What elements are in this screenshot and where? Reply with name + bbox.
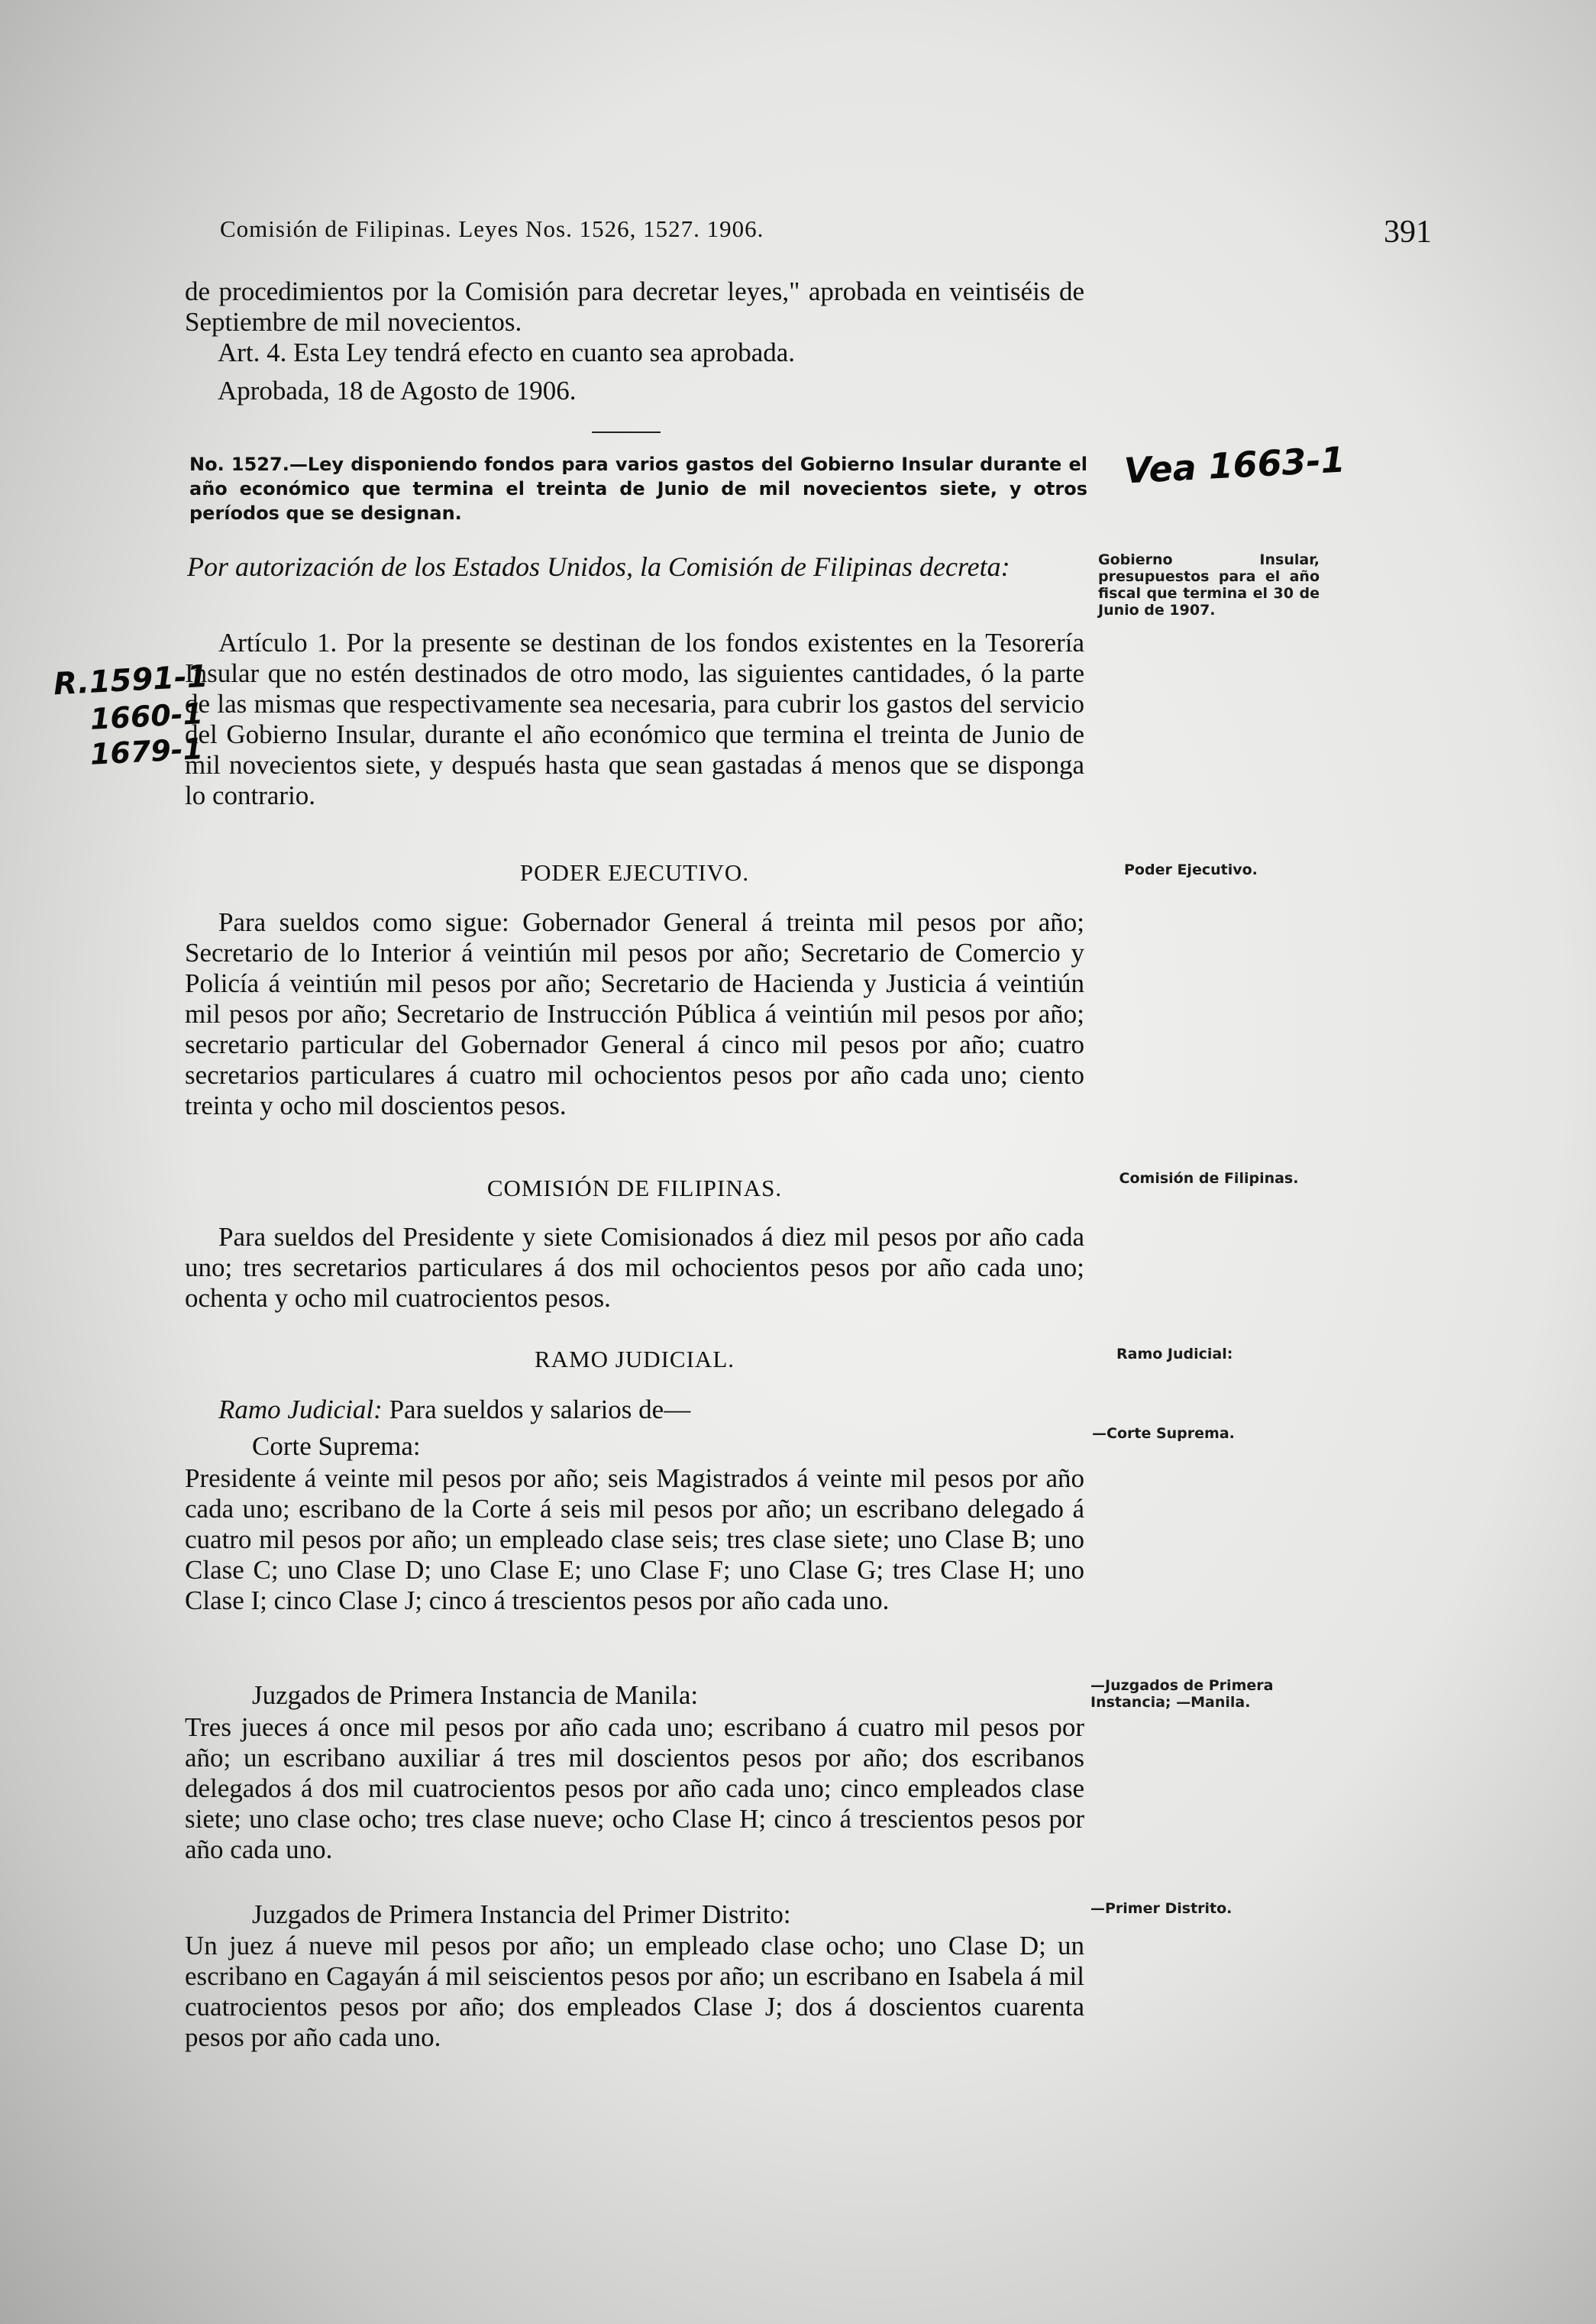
judicial-intro-rest: Para sueldos y salarios de—	[382, 1395, 691, 1424]
handwritten-note-left-3: 1679-1	[89, 732, 205, 771]
section-divider	[592, 432, 661, 433]
act-number: No. 1527.	[189, 454, 289, 475]
page-number: 391	[1384, 215, 1432, 250]
previous-law-continuation: de procedimientos por la Comisión para decretar leyes," aprobada en veintiséis de Septiembre de mil novecientos.	[185, 276, 1084, 337]
supreme-court-text: Presidente á veinte mil pesos por año; seis Magistrados á veinte mil pesos por año cada uno; escribano de la Corte á seis mil pesos por año; un escribano delegado á cuatro mil pesos por año; un empleado clase seis; tres clase siete; uno Clase B; uno Clase C; uno Clase D; uno Clase E; uno Clase F; uno Clase G; tres Clase H; uno Clase I; cinco Clase J; cinco á trescientos pesos por año cada uno.	[185, 1463, 1084, 1615]
act-title-text: —Ley disponiendo fondos para varios gastos del Gobierno Insular durante el año económico que termina el treinta de Junio de mil novecientos siete, y otros períodos que se designan.	[189, 454, 1087, 524]
executive-heading: PODER EJECUTIVO.	[519, 859, 750, 886]
manila-courts-text: Tres jueces á once mil pesos por año cada uno; escribano á cuatro mil pesos por año; un escribano auxiliar á tres mil doscientos pesos por año; dos escribanos delegados á dos mil cuatrocientos pesos por año cada uno; cinco empleados clase siete; uno clase ocho; tres clase nueve; ocho Clase H; cinco á trescientos pesos por año cada uno.	[185, 1712, 1084, 1864]
first-district-label: Juzgados de Primera Instancia del Primer Distrito:	[252, 1899, 791, 1929]
supreme-court-label: Corte Suprema:	[252, 1431, 421, 1461]
previous-law-article-4: Art. 4. Esta Ley tendrá efecto en cuanto sea aprobada.	[218, 338, 796, 367]
first-district-text: Un juez á nueve mil pesos por año; un empleado clase ocho; uno Clase D; un escribano en Cagayán á mil seiscientos pesos por año; un escribano en Isabela á mil cuatrocientos pesos por año; dos empleados Clase J; dos á doscientos cuarenta pesos por año cada uno.	[185, 1931, 1084, 2052]
running-header: Comisión de Filipinas. Leyes Nos. 1526, 1527. 1906.	[220, 215, 764, 242]
margin-note-comision: Comisión de Filipinas.	[1119, 1170, 1299, 1187]
previous-law-approval: Aprobada, 18 de Agosto de 1906.	[218, 376, 577, 406]
enacting-clause: Por autorización de los Estados Unidos, la Comisión de Filipinas decreta:	[187, 551, 1010, 582]
handwritten-note-top: Vea 1663-1	[1123, 438, 1346, 492]
article-1: Artículo 1. Por la presente se destinan de los fondos existentes en la Tesorería Insular que no estén destinados de otro modo, las siguientes cantidades, ó la parte de las mismas que respectivamente sea necesaria, para cubrir los gastos del servicio del Gobierno Insular, durante el año económico que termina el treinta de Junio de mil novecientos siete, y después hasta que sean gastadas á menos que se disponga lo contrario.	[185, 628, 1084, 810]
act-title	[189, 452, 1087, 525]
handwritten-note-left-1: R.1591-1	[52, 658, 209, 703]
handwritten-note-left-2: 1660-1	[89, 697, 205, 736]
margin-note-gobierno: Gobierno Insular, presupuestos para el año fiscal que termina el 30 de Junio de 1907.	[1098, 551, 1320, 619]
commission-heading: COMISIÓN DE FILIPINAS.	[486, 1175, 783, 1201]
manila-courts-label: Juzgados de Primera Instancia de Manila:	[252, 1680, 699, 1710]
judicial-intro	[185, 1395, 1084, 1425]
executive-text: Para sueldos como sigue: Gobernador General á treinta mil pesos por año; Secretario de lo Interior á veintiún mil pesos por año; Secretario de Comercio y Policía á veintiún mil pesos por año; Secretario de Hacienda y Justicia á veintiún mil pesos por año; Secretario de Instrucción Pública á veintiún mil pesos por año; secretario particular del Gobernador General á cinco mil pesos por año; cuatro secretarios particulares á cuatro mil ochocientos pesos por año cada uno; ciento treinta y ocho mil doscientos pesos.	[185, 907, 1084, 1120]
margin-note-primer: —Primer Distrito.	[1090, 1900, 1233, 1917]
judicial-intro-italic: Ramo Judicial:	[218, 1395, 383, 1424]
margin-note-suprema: —Corte Suprema.	[1092, 1425, 1235, 1442]
margin-note-judicial: Ramo Judicial:	[1116, 1346, 1233, 1362]
margin-note-ejecutivo: Poder Ejecutivo.	[1124, 861, 1258, 878]
commission-text: Para sueldos del Presidente y siete Comisionados á diez mil pesos por año cada uno; tres secretarios particulares á dos mil ochocientos pesos por año cada uno; ochenta y ocho mil cuatrocientos pesos.	[185, 1222, 1084, 1313]
judicial-heading: RAMO JUDICIAL.	[535, 1346, 735, 1372]
margin-note-manila: —Juzgados de Primera Instancia; —Manila.	[1090, 1677, 1274, 1711]
